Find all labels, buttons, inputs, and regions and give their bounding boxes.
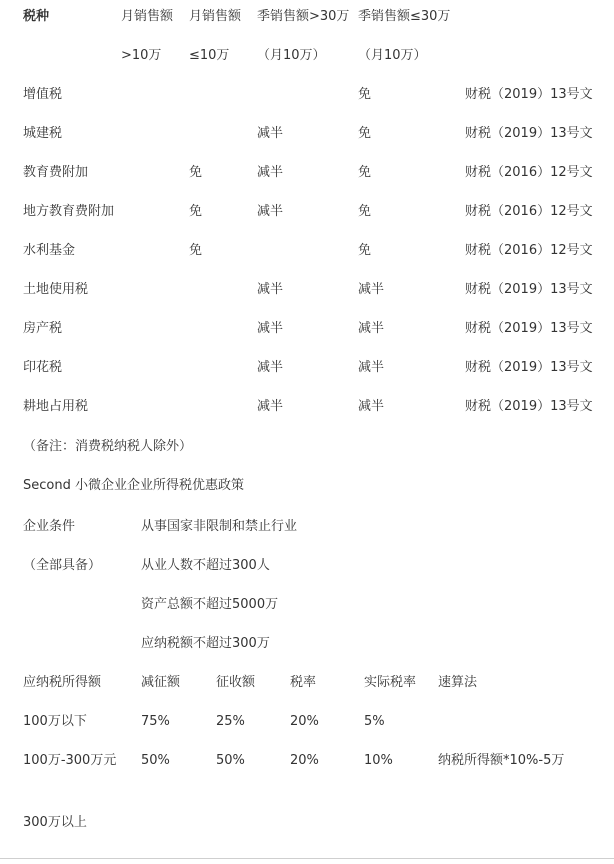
quarterly-over-30w-cell: 减半 bbox=[257, 360, 284, 375]
policy-doc-cell: 财税（2019）13号文 bbox=[465, 282, 593, 297]
quarterly-under-30w-cell: 免 bbox=[358, 243, 372, 258]
quarterly-over-30w-cell: 减半 bbox=[257, 282, 284, 297]
tax-name-cell: 土地使用税 bbox=[23, 282, 89, 297]
bottom-divider bbox=[0, 858, 614, 859]
policy-doc-cell: 财税（2019）13号文 bbox=[465, 399, 593, 414]
header-col4: 季销售额≤30万 bbox=[358, 9, 451, 24]
table2-header-quick: 速算法 bbox=[438, 675, 478, 690]
quarterly-over-30w-cell: 减半 bbox=[257, 204, 284, 219]
header-col1-sub: >10万 bbox=[121, 48, 162, 63]
condition-item: 应纳税额不超过300万 bbox=[141, 636, 270, 651]
tax-name-cell: 增值税 bbox=[23, 87, 63, 102]
table2-cell-rate: 20% bbox=[290, 753, 319, 768]
monthly-under-10w-cell: 免 bbox=[189, 243, 203, 258]
table2-cell-levy: 50% bbox=[216, 753, 245, 768]
table-note: （备注：消费税纳税人除外） bbox=[23, 439, 193, 454]
quarterly-under-30w-cell: 减半 bbox=[358, 399, 385, 414]
condition-item: 资产总额不超过5000万 bbox=[141, 597, 279, 612]
table2-cell-actual: 10% bbox=[364, 753, 393, 768]
table2-cell-reduction: 75% bbox=[141, 714, 170, 729]
quarterly-under-30w-cell: 免 bbox=[358, 165, 372, 180]
monthly-under-10w-cell: 免 bbox=[189, 204, 203, 219]
tax-name-cell: 地方教育费附加 bbox=[23, 204, 115, 219]
table2-header-levy: 征收额 bbox=[216, 675, 256, 690]
table2-header-actual: 实际税率 bbox=[364, 675, 417, 690]
table2-cell-quick: 纳税所得额*10%-5万 bbox=[438, 753, 565, 768]
policy-doc-cell: 财税（2016）12号文 bbox=[465, 243, 593, 258]
quarterly-under-30w-cell: 免 bbox=[358, 87, 372, 102]
quarterly-under-30w-cell: 减半 bbox=[358, 321, 385, 336]
tax-name-cell: 印花税 bbox=[23, 360, 63, 375]
policy-doc-cell: 财税（2016）12号文 bbox=[465, 204, 593, 219]
policy-doc-cell: 财税（2019）13号文 bbox=[465, 321, 593, 336]
table2-cell-actual: 5% bbox=[364, 714, 385, 729]
policy-doc-cell: 财税（2019）13号文 bbox=[465, 360, 593, 375]
quarterly-over-30w-cell: 减半 bbox=[257, 126, 284, 141]
condition-item: 从业人数不超过300人 bbox=[141, 558, 270, 573]
section-title: Second 小微企业企业所得税优惠政策 bbox=[23, 478, 244, 493]
quarterly-under-30w-cell: 减半 bbox=[358, 360, 385, 375]
quarterly-under-30w-cell: 免 bbox=[358, 126, 372, 141]
table2-cell-income: 100万以下 bbox=[23, 714, 87, 729]
table2-cell-reduction: 50% bbox=[141, 753, 170, 768]
tax-name-cell: 耕地占用税 bbox=[23, 399, 89, 414]
quarterly-over-30w-cell: 减半 bbox=[257, 399, 284, 414]
header-col3: 季销售额>30万 bbox=[257, 9, 350, 24]
header-tax-type: 税种 bbox=[23, 9, 50, 24]
table2-cell-rate: 20% bbox=[290, 714, 319, 729]
table2-cell-income: 100万-300万元 bbox=[23, 753, 117, 768]
table2-cell-levy: 25% bbox=[216, 714, 245, 729]
table2-header-rate: 税率 bbox=[290, 675, 317, 690]
quarterly-over-30w-cell: 减半 bbox=[257, 165, 284, 180]
table2-header-income: 应纳税所得额 bbox=[23, 675, 102, 690]
header-col3-sub: （月10万） bbox=[257, 48, 326, 63]
table2-header-reduction: 减征额 bbox=[141, 675, 181, 690]
quarterly-under-30w-cell: 减半 bbox=[358, 282, 385, 297]
tax-name-cell: 城建税 bbox=[23, 126, 63, 141]
header-col1: 月销售额 bbox=[121, 9, 174, 24]
table2-cell-income: 300万以上 bbox=[23, 815, 87, 830]
policy-doc-cell: 财税（2016）12号文 bbox=[465, 165, 593, 180]
conditions-sublabel: （全部具备） bbox=[23, 558, 102, 573]
tax-name-cell: 教育费附加 bbox=[23, 165, 89, 180]
tax-name-cell: 水利基金 bbox=[23, 243, 76, 258]
conditions-label: 企业条件 bbox=[23, 519, 76, 534]
header-col2-sub: ≤10万 bbox=[189, 48, 230, 63]
monthly-under-10w-cell: 免 bbox=[189, 165, 203, 180]
policy-doc-cell: 财税（2019）13号文 bbox=[465, 126, 593, 141]
condition-item: 从事国家非限制和禁止行业 bbox=[141, 519, 298, 534]
header-col2: 月销售额 bbox=[189, 9, 242, 24]
quarterly-over-30w-cell: 减半 bbox=[257, 321, 284, 336]
tax-name-cell: 房产税 bbox=[23, 321, 63, 336]
policy-doc-cell: 财税（2019）13号文 bbox=[465, 87, 593, 102]
quarterly-under-30w-cell: 免 bbox=[358, 204, 372, 219]
header-col4-sub: （月10万） bbox=[358, 48, 427, 63]
